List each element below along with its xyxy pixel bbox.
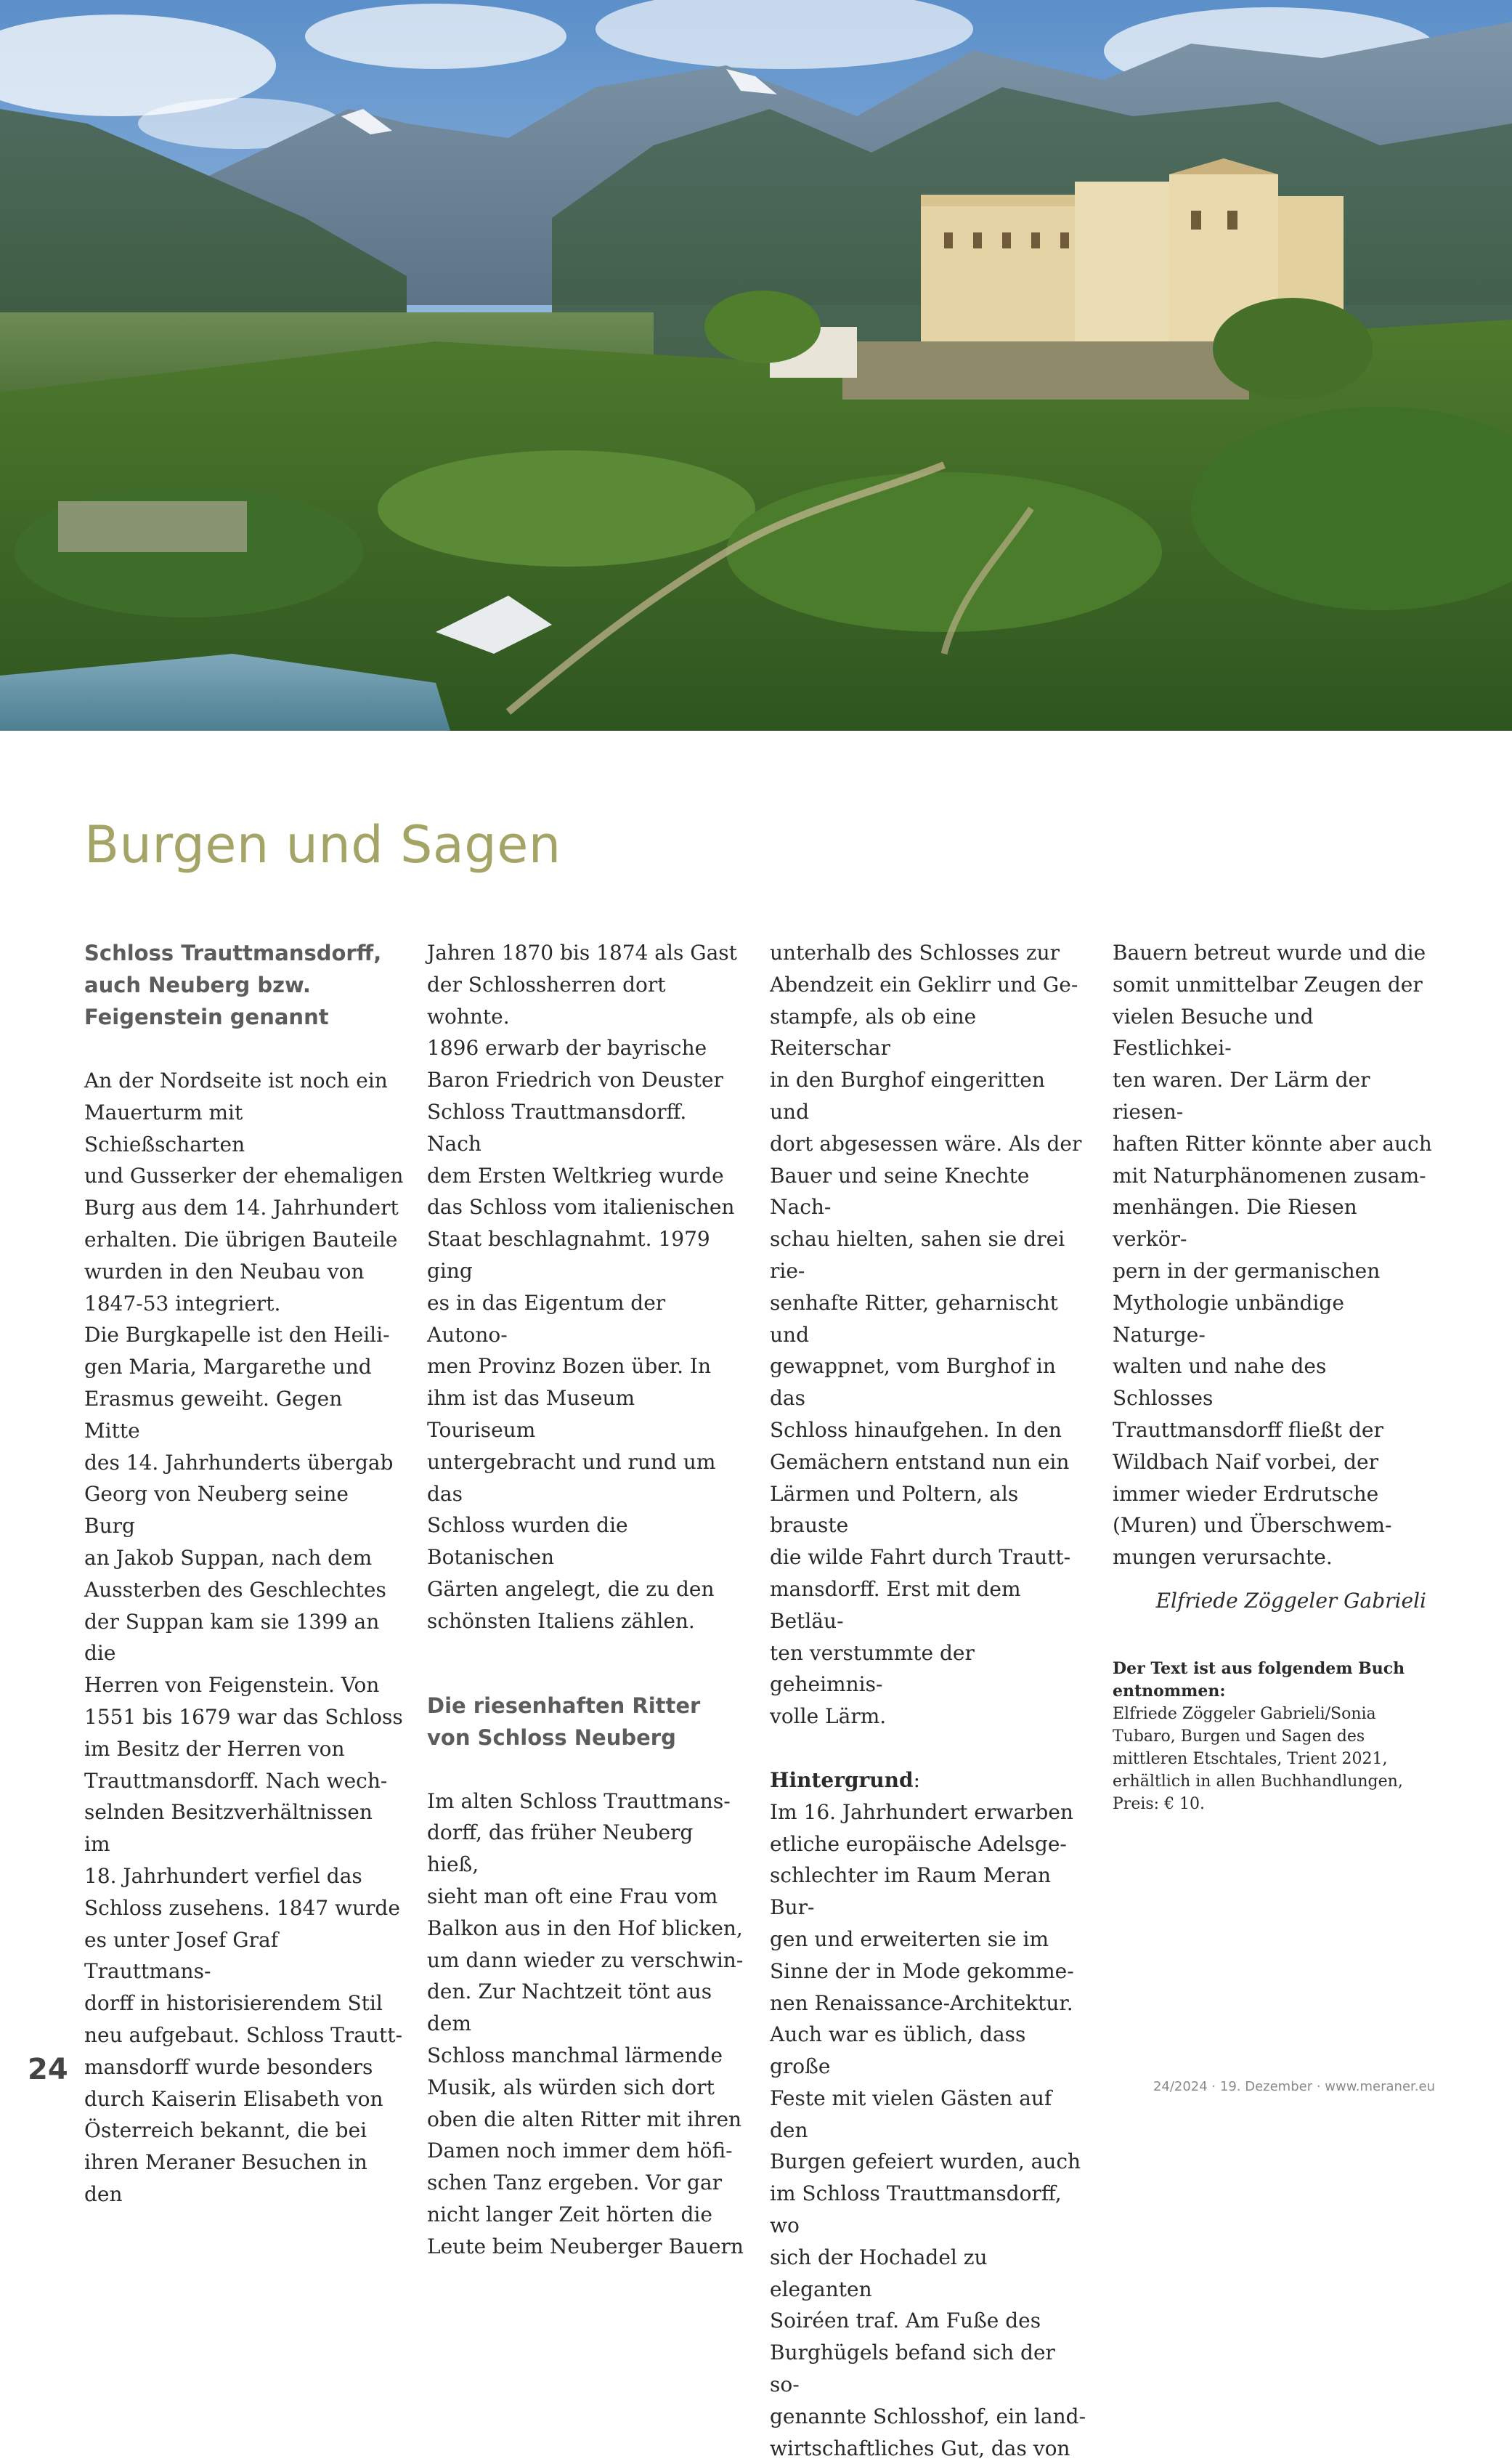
section-subhead-schloss: Schloss Trauttmansdorff, auch Neuberg bzw. Feigenstein genannt — [84, 941, 382, 1029]
body-paragraph: Im 16. Jahrhundert erwarben etliche europäische Adelsge- schlechter im Raum Meran Bur- gen und erweiterten sie im Sinne der in Mode gekomme- nen Renaissance-Architektur. Auch war es üblich, dass große Feste mit vielen Gästen auf den Burgen gefeiert wurden, auch im Schloss Trauttmansdorff, wo sich der Hochadel zu eleganten Soiréen traf. Am Fuße des Burghügels befand sich der so- genannte Schlosshof, ein land- wirtschaftliches Gut, das von — [770, 1799, 1086, 2460]
book-source-note — [1113, 1658, 1432, 1815]
author-signature: Elfriede Zöggeler Gabrieli — [1155, 1588, 1426, 1613]
background-label-colon: : — [913, 1767, 921, 1792]
hero-photo-castle-gardens — [0, 0, 1512, 731]
background-label: Hintergrund — [770, 1767, 914, 1792]
text-column-1 — [84, 937, 404, 2210]
body-paragraph: Im alten Schloss Trauttmans- dorff, das früher Neuberg hieß, sieht man oft eine Frau vom Balkon aus in den Hof blicken, um dann wieder zu verschwin- den. Zur Nachtzeit tönt aus dem Schloss manchmal lärmende Musik, als würden sich dort oben die alten Ritter mit ihren Damen noch immer dem höfi- schen Tanz ergeben. Vor gar nicht langer Zeit hörten die Leute beim Neuberger Bauern — [427, 1788, 744, 2258]
text-column-3 — [770, 937, 1089, 2464]
body-paragraph: An der Nordseite ist noch ein Mauerturm mit Schießscharten und Gusserker der ehemaligen Burg aus dem 14. Jahrhundert erhalten. Die übrigen Bauteile wurden in den Neubau von 1847-53 integriert. — [84, 1069, 404, 1316]
background-paragraph — [770, 1764, 1089, 1796]
body-paragraph: Die Burgkapelle ist den Heili- gen Maria, Margarethe und Erasmus geweiht. Gegen Mitte des 14. Jahrhunderts übergab Georg von Neuberg seine Burg an Jakob Suppan, nach dem Aussterben des Geschlechtes der Suppan kam sie 1399 an die Herren von Feigenstein. Von 1551 bis 1679 war das Schloss im Besitz der Herren von Trauttmansdorff. Nach wech- selnden Besitzverhältnissen im 18. Jahrhundert verfiel das Schloss zusehens. 1847 wurde es unter Josef Graf Trauttmans- dorff in historisierendem Stil neu aufgebaut. Schloss Trautt- mansdorff wurde besonders durch Kaiserin Elisabeth von Österreich bekannt, die bei ihren Meraner Besuchen in den — [84, 1323, 403, 2206]
article-headline: Burgen und Sagen — [84, 815, 561, 875]
body-paragraph: Bauern betreut wurde und die somit unmittelbar Zeugen der vielen Besuche und Festlichkei- ten waren. Der Lärm der riesen- haften Ritter könnte aber auch mit Naturphänomenen zusam- menhängen. Die Riesen verkör- pern in der germanischen Mythologie unbändige Naturge- walten und nahe des Schlosses Trauttmansdorff fließt der Wildbach Naif vorbei, der immer wieder Erdrutsche (Muren) und Überschwem- mungen verursachte. — [1113, 941, 1432, 1570]
issue-info: 24/2024 · 19. Dezember · www.meraner.eu — [1153, 2079, 1435, 2094]
page-number: 24 — [28, 2053, 68, 2086]
book-note-title: Der Text ist aus folgendem Buch entnommen: — [1113, 1658, 1405, 1701]
text-column-4 — [1113, 937, 1432, 1815]
section-subhead-ritter: Die riesenhaften Ritter von Schloss Neuberg — [427, 1693, 701, 1750]
text-column-2 — [427, 937, 747, 2262]
body-paragraph: Jahren 1870 bis 1874 als Gast der Schlossherren dort wohnte. 1896 erwarb der bayrische Baron Friedrich von Deuster Schloss Trauttmansdorff. Nach dem Ersten Weltkrieg wurde das Schloss vom italienischen Staat beschlagnahmt. 1979 ging es in das Eigentum der Autono- men Provinz Bozen über. In ihm ist das Museum Touriseum untergebracht und rund um das Schloss wurden die Botanischen Gärten angelegt, die zu den schönsten Italiens zählen. — [427, 941, 737, 1633]
body-paragraph: unterhalb des Schlosses zur Abendzeit ein Geklirr und Ge- stampfe, als ob eine Reiterschar in den Burghof eingeritten und dort abgesessen wäre. Als der Bauer und seine Knechte Nach- schau hielten, sahen sie drei rie- senhafte Ritter, geharnischt und gewappnet, vom Burghof in das Schloss hinaufgehen. In den Gemächern entstand nun ein Lärmen und Poltern, als brauste die wilde Fahrt durch Trautt- mansdorff. Erst mit dem Betläu- ten verstummte der geheimnis- volle Lärm. — [770, 941, 1082, 1729]
book-note-body: Elfriede Zöggeler Gabrieli/Sonia Tubaro, Burgen und Sagen des mittleren Etschtales, Trient 2021, erhältlich in allen Buchhandlungen, Preis: € 10. — [1113, 1704, 1403, 1813]
